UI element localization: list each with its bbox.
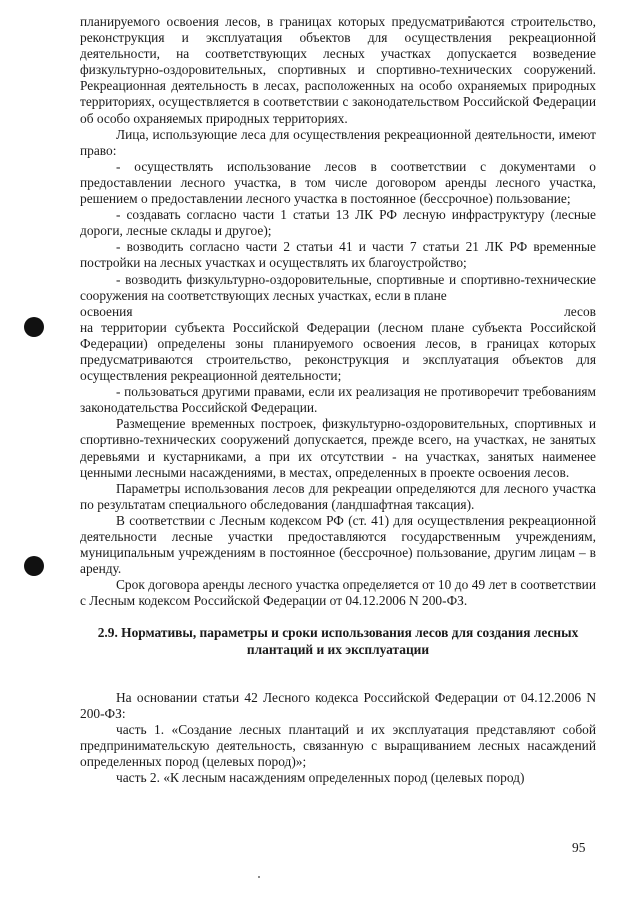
paragraph: Параметры использования лесов для рекреации определяются для лесного участка по результатам специального обследования (ландшафтная таксация). xyxy=(80,480,596,512)
page-number: 95 xyxy=(572,840,586,855)
paragraph: На основании статьи 42 Лесного кодекса Российской Федерации от 04.12.2006 N 200-ФЗ: xyxy=(80,689,596,721)
split-line-left: освоения xyxy=(80,303,133,319)
paragraph: часть 2. «К лесным насаждениям определенных пород (целевых пород) xyxy=(116,770,525,786)
paragraph: Срок договора аренды лесного участка определяется от 10 до 49 лет в соответствии с Лесным кодексом Российской Федерации от 04.12.2006 N 200-ФЗ. xyxy=(80,577,596,609)
split-line-right: лесов xyxy=(564,303,596,319)
paragraph: на территории субъекта Российской Федерации (лесном плане субъекта Российской Федерации) определены зоны планируемого освоения лесов, в границах которых предусматриваются строительство, реконструкция и эксплуатация объектов для осуществления рекреационной деятельности; xyxy=(80,319,596,384)
paragraph: часть 1. «Создание лесных плантаций и их эксплуатация представляют собой предпринимательскую деятельность, связанную с выращиванием лесных насаждений определенных пород (целевых пород)»; xyxy=(80,721,596,770)
binder-hole-bottom xyxy=(24,556,44,576)
list-item: - создавать согласно части 1 статьи 13 ЛК РФ лесную инфраструктуру (лесные дороги, лесные склады и другое); xyxy=(80,207,596,239)
paragraph: В соответствии с Лесным кодексом РФ (ст. 41) для осуществления рекреационной деятельности лесные участки предоставляются государственным учреждениям, муниципальным учреждениям в постоянное (бессрочное) пользование, другим лицам – в аренду. xyxy=(80,512,596,577)
binder-hole-top xyxy=(24,317,44,337)
body-text xyxy=(80,14,596,786)
section-heading: 2.9. Нормативы, параметры и сроки использования лесов для создания лесных плантаций и их эксплуатации xyxy=(97,625,579,657)
paragraph: Лица, использующие леса для осуществления рекреационной деятельности, имеют право: xyxy=(80,126,596,158)
paragraph: Размещение временных построек, физкультурно-оздоровительных, спортивных и спортивно-технических сооружений допускается, прежде всего, на участках, не занятых деревьями и кустарниками, а при их отсутствии - на участках, занятых наименее ценными лесными насаждениями, в местах, определенных в проекте освоения лесов. xyxy=(80,416,596,480)
split-line xyxy=(80,304,596,320)
list-item: - осуществлять использование лесов в соответствии с документами о предоставлении лесного участка, в том числе договором аренды лесного участка, решением о предоставлении лесного участка в постоянное (бессрочное) пользование; xyxy=(80,158,596,207)
list-item: - возводить физкультурно-оздоровительные, спортивные и спортивно-технические сооружения на соответствующих лесных участках, если в плане xyxy=(80,271,596,303)
scan-speck xyxy=(258,876,260,878)
paragraph: планируемого освоения лесов, в границах которых предусматриваются строительство, реконструкция и эксплуатация объектов для осуществления рекреационной деятельности, на соответствующих лесных участках допускается возведение физкультурно-оздоровительных, спортивных и спортивно-технических сооружений. Рекреационная деятельность в лесах, расположенных на особо охраняемых природных территориях, осуществляется в соответствии с законодательством Российской Федерации об особо охраняемых природных территориях. xyxy=(80,14,596,126)
list-item: - пользоваться другими правами, если их реализация не противоречит требованиям законодательства Российской Федерации. xyxy=(80,384,596,416)
list-item: - возводить согласно части 2 статьи 41 и части 7 статьи 21 ЛК РФ временные постройки на лесных участках и осуществлять их благоустройство; xyxy=(80,239,596,271)
